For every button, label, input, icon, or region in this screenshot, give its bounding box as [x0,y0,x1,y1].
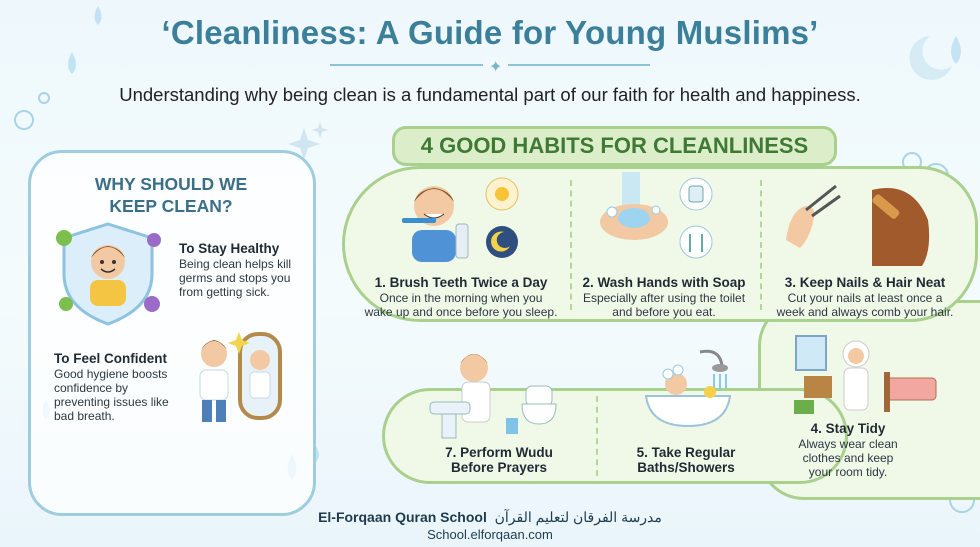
brush-teeth-illustration [398,172,528,264]
page-title: ‘Cleanliness: A Guide for Young Muslims’ [161,14,819,51]
habit-4-heading: 4. Stay Tidy [810,421,886,436]
divider-ornament-icon: ✦ [483,57,508,77]
habit-2-text: Especially after using the toilet and before you eat. [582,291,746,319]
habits-banner: 4 GOOD HABITS FOR CLEANLINESS [392,126,837,166]
mirror-boy-illustration [186,330,296,430]
wudu-illustration [426,348,566,442]
habit-divider [596,396,598,476]
nails-hair-illustration [776,180,936,266]
habit-2-heading: 2. Wash Hands with Soap [582,275,746,290]
habit-4-text: Always wear clean clothes and keep your room tidy. [798,437,898,479]
bath-illustration [640,346,740,440]
reason-healthy-heading: To Stay Healthy [179,241,280,256]
habit-5-heading: 5. Take Regular Baths/Showers [636,445,736,475]
school-name-arabic: مدرسة الفرقان لتعليم القرآن [494,509,662,525]
habit-1-heading: 1. Brush Teeth Twice a Day [374,275,548,290]
reason-confident-heading: To Feel Confident [54,351,167,366]
habit-3-text: Cut your nails at least once a week and always comb your hair. [776,291,954,319]
habit-7-heading: 7. Perform Wudu Before Prayers [445,445,553,475]
tidy-room-illustration [790,334,940,418]
wash-hands-illustration [592,172,722,264]
school-name: El-Forqaan Quran School مدرسة الفرقان لتعليم القرآن [318,509,662,525]
habit-3-heading: 3. Keep Nails & Hair Neat [784,275,946,290]
habit-1-text: Once in the morning when you wake up and once before you sleep. [364,291,558,319]
page-subtitle: Understanding why being clean is a fundamental part of our faith for health and happiness. [119,84,861,105]
reason-healthy-text: Being clean helps kill germs and stops you from getting sick. [179,257,292,299]
shield-boy-illustration [50,218,168,328]
school-website: School.elforqaan.com [427,527,553,542]
reason-confident-text: Good hygiene boosts confidence by preventing issues like bad breath. [54,367,169,423]
why-panel-title: WHY SHOULD WE KEEP CLEAN? [94,174,248,216]
